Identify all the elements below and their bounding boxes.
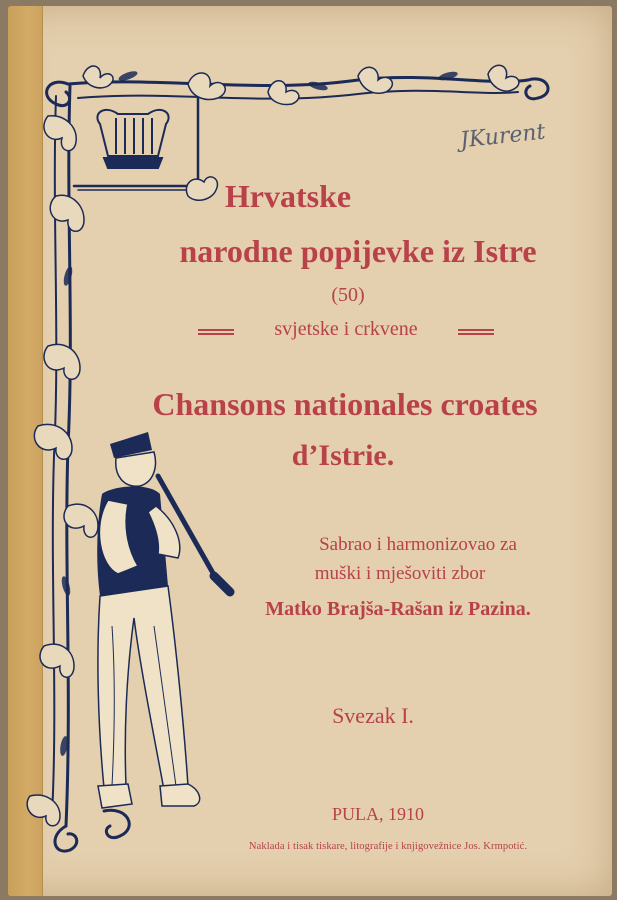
lyre-icon (97, 110, 168, 168)
place-year: PULA, 1910 (331, 804, 424, 824)
french-title-line-1: Chansons nationales croates (152, 386, 538, 422)
volume-label: Svezak I. (332, 703, 414, 728)
french-title-line-2: d’Istrie. (291, 439, 395, 472)
title-line-2: narodne popijevke iz Istre (179, 233, 537, 269)
arrangement-line-2: muški i mješoviti zbor (314, 563, 486, 584)
left-double-rule (198, 329, 234, 335)
arrangement-line-1: Sabrao i harmonizovao za (319, 534, 517, 555)
title-line-1: Hrvatske (224, 178, 352, 214)
author-name: Matko Brajša-Rašan iz Pazina. (265, 598, 531, 620)
subtitle: svjetske i crkvene (274, 318, 418, 340)
right-double-rule (458, 329, 494, 335)
book-cover (8, 6, 612, 896)
subtitle-row (198, 318, 494, 346)
piper-figure-illustration (97, 432, 230, 808)
handwritten-signature: JKurent (458, 119, 547, 154)
song-count: (50) (331, 284, 365, 306)
publisher-line: Naklada i tisak tiskare, litografije i knjigovežnice Jos. Krmpotić. (248, 841, 528, 852)
